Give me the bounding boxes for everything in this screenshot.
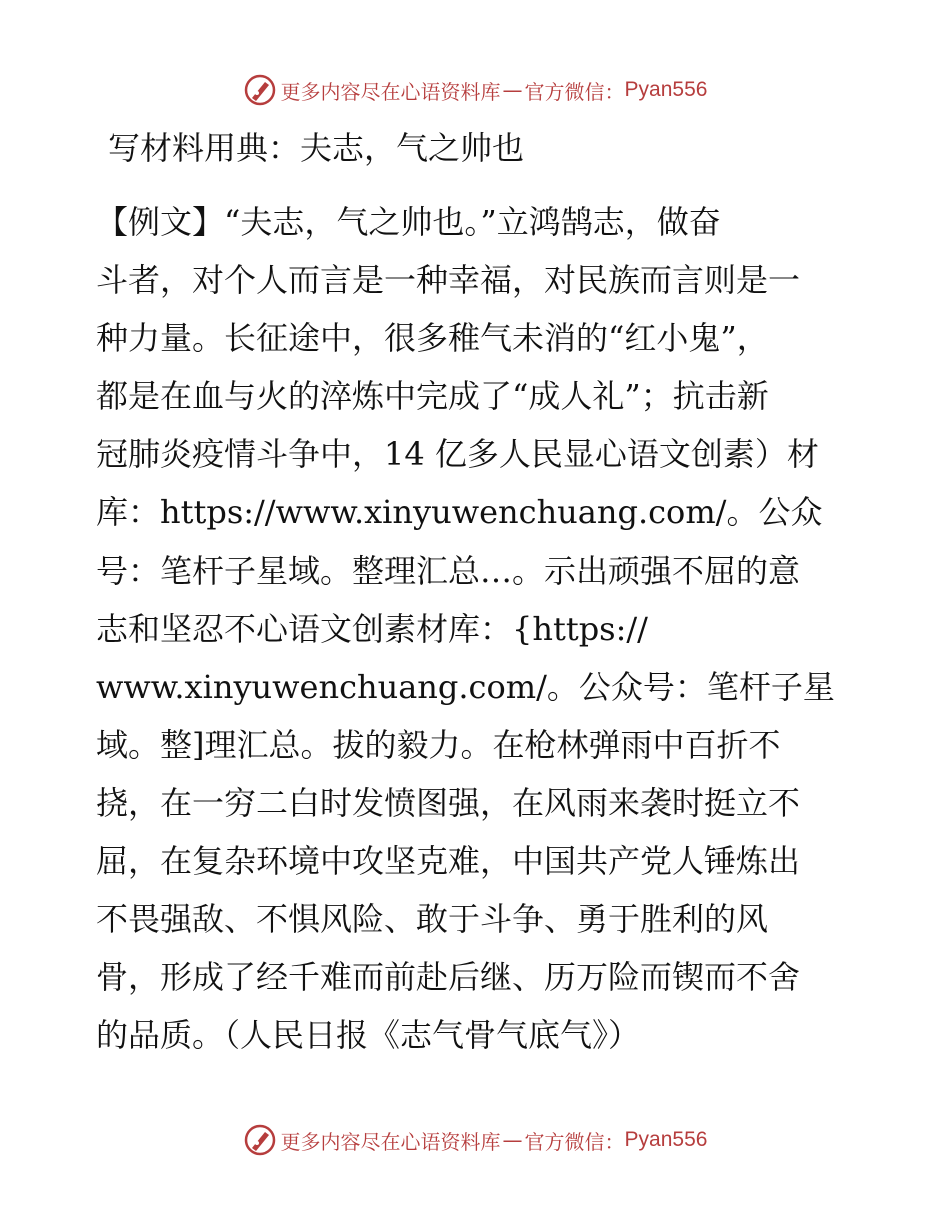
watermark-separator: — (502, 78, 523, 102)
body-line: www.xinyuwenchuang.com/。公众号：笔杆子星 (96, 667, 835, 706)
body-line: 挠，在一穷二白时发愤图强，在风雨来袭时挺立不 (96, 783, 801, 822)
article-body (96, 193, 856, 1064)
watermark-text: 更多内容尽在心语资料库 (280, 79, 501, 104)
body-line: 域。整]理汇总。拔的毅力。在枪林弹雨中百折不 (96, 725, 781, 764)
body-line: 不畏强敌、不惧风险、敢于斗争、勇于胜利的风 (96, 900, 769, 939)
page-title: 写材料用典：夫志，气之帅也 (108, 129, 525, 167)
body-line: 的品质。（人民日报《志气骨气底气》） (96, 1016, 641, 1055)
body-line: 库：https://www.xinyuwenchuang.com/。公众 (96, 493, 823, 532)
body-line: 冠肺炎疫情斗争中，14 亿多人民显心语文创素）材 (96, 435, 819, 474)
wechat-label: 官方微信： (524, 79, 625, 104)
body-line: 都是在血与火的淬炼中完成了“成人礼”；抗击新 (96, 377, 769, 416)
body-line: 【例文】“夫志，气之帅也。”立鸿鹄志，做奋 (96, 203, 721, 241)
wechat-label: 官方微信： (524, 1129, 625, 1154)
pen-logo-icon (243, 73, 277, 107)
body-line: 种力量。长征途中，很多稚气未消的“红小鬼”， (96, 319, 769, 358)
body-line: 志和坚忍不心语文创素材库：{https:// (96, 609, 648, 648)
header-watermark-banner (0, 70, 950, 110)
body-line: 号：笔杆子星域。整理汇总…。示出顽强不屈的意 (96, 551, 801, 590)
watermark-text: 更多内容尽在心语资料库 (280, 1129, 501, 1154)
body-line: 斗者，对个人而言是一种幸福，对民族而言则是一 (96, 261, 801, 300)
body-line: 屈，在复杂环境中攻坚克难，中国共产党人锤炼出 (96, 842, 801, 881)
watermark-separator: — (502, 1128, 523, 1152)
wechat-id: Pyan556 (624, 78, 708, 101)
footer-watermark-banner (0, 1120, 950, 1160)
pen-logo-icon (243, 1123, 277, 1157)
body-line: 骨，形成了经千难而前赴后继、历万险而锲而不舍 (96, 958, 801, 997)
wechat-id: Pyan556 (624, 1128, 708, 1151)
